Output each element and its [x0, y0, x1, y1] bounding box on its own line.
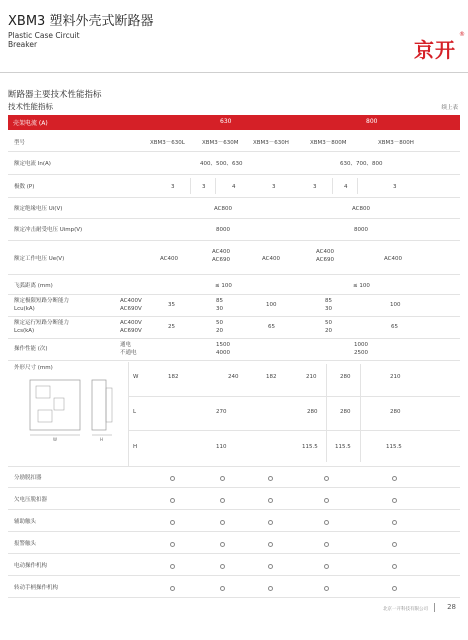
op-630-1: 1500: [216, 342, 230, 348]
icu-voltage: [120, 297, 142, 313]
row-divider: [8, 597, 460, 598]
ue-800h: AC400: [384, 256, 403, 262]
row-divider: [8, 151, 460, 152]
page-number: 28: [447, 603, 456, 611]
option-circle-icon: [220, 586, 225, 591]
row-divider: [8, 338, 460, 339]
option-circle-icon: [220, 476, 225, 481]
option-circle-icon: [268, 520, 273, 525]
option-circle-icon: [170, 476, 175, 481]
row-divider: [128, 430, 460, 431]
ue-630l: AC400: [160, 256, 179, 262]
dim-divider: [128, 362, 129, 466]
ics-800m-2: 20: [325, 328, 332, 334]
continued-label: 续上表: [441, 105, 458, 111]
accessory-label: 电动操作机构: [14, 563, 48, 569]
ics-label: [14, 319, 69, 335]
option-circle-icon: [268, 542, 273, 547]
l-630: 270: [216, 409, 227, 415]
accessory-label: 报警触头: [14, 541, 37, 547]
poles-cell: 3: [272, 184, 276, 190]
l-800-cell: 280: [340, 409, 351, 415]
uimp-label: 额定冲击耐受电压 Uimp(V): [14, 227, 83, 233]
option-circle-icon: [392, 476, 397, 481]
icu-630l: 35: [168, 302, 175, 308]
poles-label: 极数 (P): [14, 184, 35, 190]
option-circle-icon: [170, 498, 175, 503]
poles-cell: 4: [232, 184, 236, 190]
uimp-800: 8000: [354, 227, 368, 233]
row-divider: [8, 316, 460, 317]
option-circle-icon: [170, 586, 175, 591]
row-divider: [8, 531, 460, 532]
option-circle-icon: [220, 564, 225, 569]
option-circle-icon: [170, 564, 175, 569]
poles-cell: 3: [171, 184, 175, 190]
h-800-cell: 115.5: [335, 444, 351, 450]
icu-label-line-2: Lcu(kA): [14, 306, 35, 312]
option-circle-icon: [392, 520, 397, 525]
model-label: 型号: [14, 140, 26, 146]
w-cell: 210: [306, 374, 317, 380]
frame-current-header: [8, 115, 460, 130]
option-circle-icon: [268, 564, 273, 569]
option-circle-icon: [268, 476, 273, 481]
arc-800: ≤ 100: [353, 283, 370, 289]
op-630: [216, 341, 230, 357]
ics-label-line-1: 额定运行短路分断能力: [14, 320, 70, 326]
ui-800: AC800: [352, 206, 371, 212]
cell-divider: [360, 364, 361, 462]
diagram-w-label: W: [53, 437, 57, 442]
row-divider: [8, 240, 460, 241]
option-circle-icon: [324, 564, 329, 569]
dim-label: 外形尺寸 (mm): [14, 365, 53, 371]
option-circle-icon: [220, 498, 225, 503]
h-800-cell: 115.5: [386, 444, 402, 450]
w-cell: 240: [228, 374, 239, 380]
row-divider: [8, 218, 460, 219]
header-divider: [0, 72, 468, 73]
ue-630m-line-1: AC400: [212, 249, 231, 255]
icu-630m: [216, 297, 223, 313]
option-circle-icon: [170, 520, 175, 525]
poles-cell: 3: [393, 184, 397, 190]
ics-800m-1: 50: [325, 320, 332, 326]
h-label: H: [133, 444, 138, 450]
op-800: [354, 341, 368, 357]
breaker-outline-diagram: [26, 378, 122, 444]
row-divider: [8, 487, 460, 488]
ui-630: AC800: [214, 206, 233, 212]
option-circle-icon: [220, 542, 225, 547]
subtitle-line-2: Breaker: [8, 40, 38, 49]
option-circle-icon: [324, 520, 329, 525]
l-label: L: [133, 409, 137, 415]
accessory-label: 转动手柄操作机构: [14, 585, 59, 591]
cell-divider: [326, 364, 327, 462]
section-subtitle: 技术性能指标: [8, 102, 53, 111]
uimp-630: 8000: [216, 227, 230, 233]
w-cell: 182: [168, 374, 179, 380]
poles-cell: 4: [344, 184, 348, 190]
option-circle-icon: [324, 542, 329, 547]
model-cell: XBM3－800H: [378, 140, 414, 146]
ue-label: 额定工作电压 Ue(V): [14, 256, 65, 262]
ics-630m-2: 20: [216, 328, 223, 334]
footer-divider: [434, 603, 435, 612]
w-label: W: [133, 374, 139, 380]
icu-800m: [325, 297, 332, 313]
w-cell: 210: [390, 374, 401, 380]
op-type-1: 通电: [120, 342, 132, 348]
ics-630m: [216, 319, 223, 335]
ics-label-line-2: Lcs(kA): [14, 328, 35, 334]
op-types: [120, 341, 137, 357]
option-circle-icon: [268, 586, 273, 591]
ics-630h: 65: [268, 324, 275, 330]
option-circle-icon: [170, 542, 175, 547]
row-divider: [8, 294, 460, 295]
row-divider: [8, 575, 460, 576]
ue-800m-line-2: AC690: [316, 257, 335, 263]
page-subtitle: [8, 31, 80, 49]
option-circle-icon: [324, 586, 329, 591]
subtitle-line-1: Plastic Case Circuit: [8, 31, 80, 40]
row-divider: [8, 274, 460, 275]
row-divider: [8, 197, 460, 198]
w-cell: 182: [266, 374, 277, 380]
brand-logo: 京开: [414, 38, 456, 62]
cell-divider: [215, 178, 216, 194]
ue-630h: AC400: [262, 256, 281, 262]
icu-voltage-1: AC400V: [120, 298, 142, 304]
icu-label-line-1: 额定极限短路分断能力: [14, 298, 70, 304]
ics-voltage-1: AC400V: [120, 320, 142, 326]
poles-cell: 3: [202, 184, 206, 190]
option-circle-icon: [324, 498, 329, 503]
arc-630: ≤ 100: [215, 283, 232, 289]
l-800-cell: 280: [390, 409, 401, 415]
h-630: 110: [216, 444, 227, 450]
cell-divider: [357, 178, 358, 194]
icu-630m-2: 30: [216, 306, 223, 312]
ui-label: 额定绝缘电压 Ui(V): [14, 206, 63, 212]
icu-630h: 100: [266, 302, 277, 308]
l-800-cell: 280: [307, 409, 318, 415]
accessory-label: 分励脱扣器: [14, 475, 42, 481]
ics-630m-1: 50: [216, 320, 223, 326]
op-630-2: 4000: [216, 350, 230, 356]
option-circle-icon: [220, 520, 225, 525]
ue-630m: [212, 248, 230, 264]
cell-divider: [190, 178, 191, 194]
model-cell: XBM3－630M: [202, 140, 239, 146]
rated-current-800: 630、700、800: [340, 161, 383, 167]
model-cell: XBM3－630L: [150, 140, 185, 146]
op-label: 操作性能 (次): [14, 346, 48, 352]
op-800-2: 2500: [354, 350, 368, 356]
option-circle-icon: [392, 498, 397, 503]
w-cell: 280: [340, 374, 351, 380]
option-circle-icon: [268, 498, 273, 503]
h-800-cell: 115.5: [302, 444, 318, 450]
option-circle-icon: [392, 586, 397, 591]
op-800-1: 1000: [354, 342, 368, 348]
icu-630m-1: 85: [216, 298, 223, 304]
row-divider: [128, 396, 460, 397]
icu-800h: 100: [390, 302, 401, 308]
rated-current-630: 400、500、630: [200, 161, 243, 167]
accessory-label: 欠电压脱扣器: [14, 497, 48, 503]
ue-800m-line-1: AC400: [316, 249, 335, 255]
arc-label: 飞弧距离 (mm): [14, 283, 53, 289]
frame-630: 630: [220, 118, 232, 125]
icu-label: [14, 297, 69, 313]
page-title: XBM3 塑料外壳式断路器: [8, 14, 154, 29]
row-divider: [8, 466, 460, 467]
model-cell: XBM3－630H: [253, 140, 289, 146]
row-divider: [8, 360, 460, 361]
ue-800m: [316, 248, 334, 264]
ue-630m-line-2: AC690: [212, 257, 231, 263]
ics-800m: [325, 319, 332, 335]
registered-mark: ®: [459, 31, 465, 38]
icu-800m-2: 30: [325, 306, 332, 312]
model-cell: XBM3－800M: [310, 140, 347, 146]
footer-company: 北京一开科技有限公司: [383, 607, 428, 612]
poles-cell: 3: [313, 184, 317, 190]
ics-voltage-2: AC690V: [120, 328, 142, 334]
diagram-h-label: H: [100, 437, 104, 442]
ics-voltage: [120, 319, 142, 335]
frame-label: 壳架电流 (A): [13, 120, 48, 127]
frame-800: 800: [366, 118, 378, 125]
row-divider: [8, 174, 460, 175]
row-divider: [8, 509, 460, 510]
option-circle-icon: [324, 476, 329, 481]
accessory-label: 辅助触头: [14, 519, 37, 525]
row-divider: [8, 553, 460, 554]
op-type-2: 不通电: [120, 350, 137, 356]
ics-630l: 25: [168, 324, 175, 330]
icu-800m-1: 85: [325, 298, 332, 304]
option-circle-icon: [392, 542, 397, 547]
ics-800h: 65: [391, 324, 398, 330]
cell-divider: [332, 178, 333, 194]
option-circle-icon: [392, 564, 397, 569]
section-title: 断路器主要技术性能指标: [8, 90, 102, 100]
rated-current-label: 额定电流 In(A): [14, 161, 51, 167]
icu-voltage-2: AC690V: [120, 306, 142, 312]
